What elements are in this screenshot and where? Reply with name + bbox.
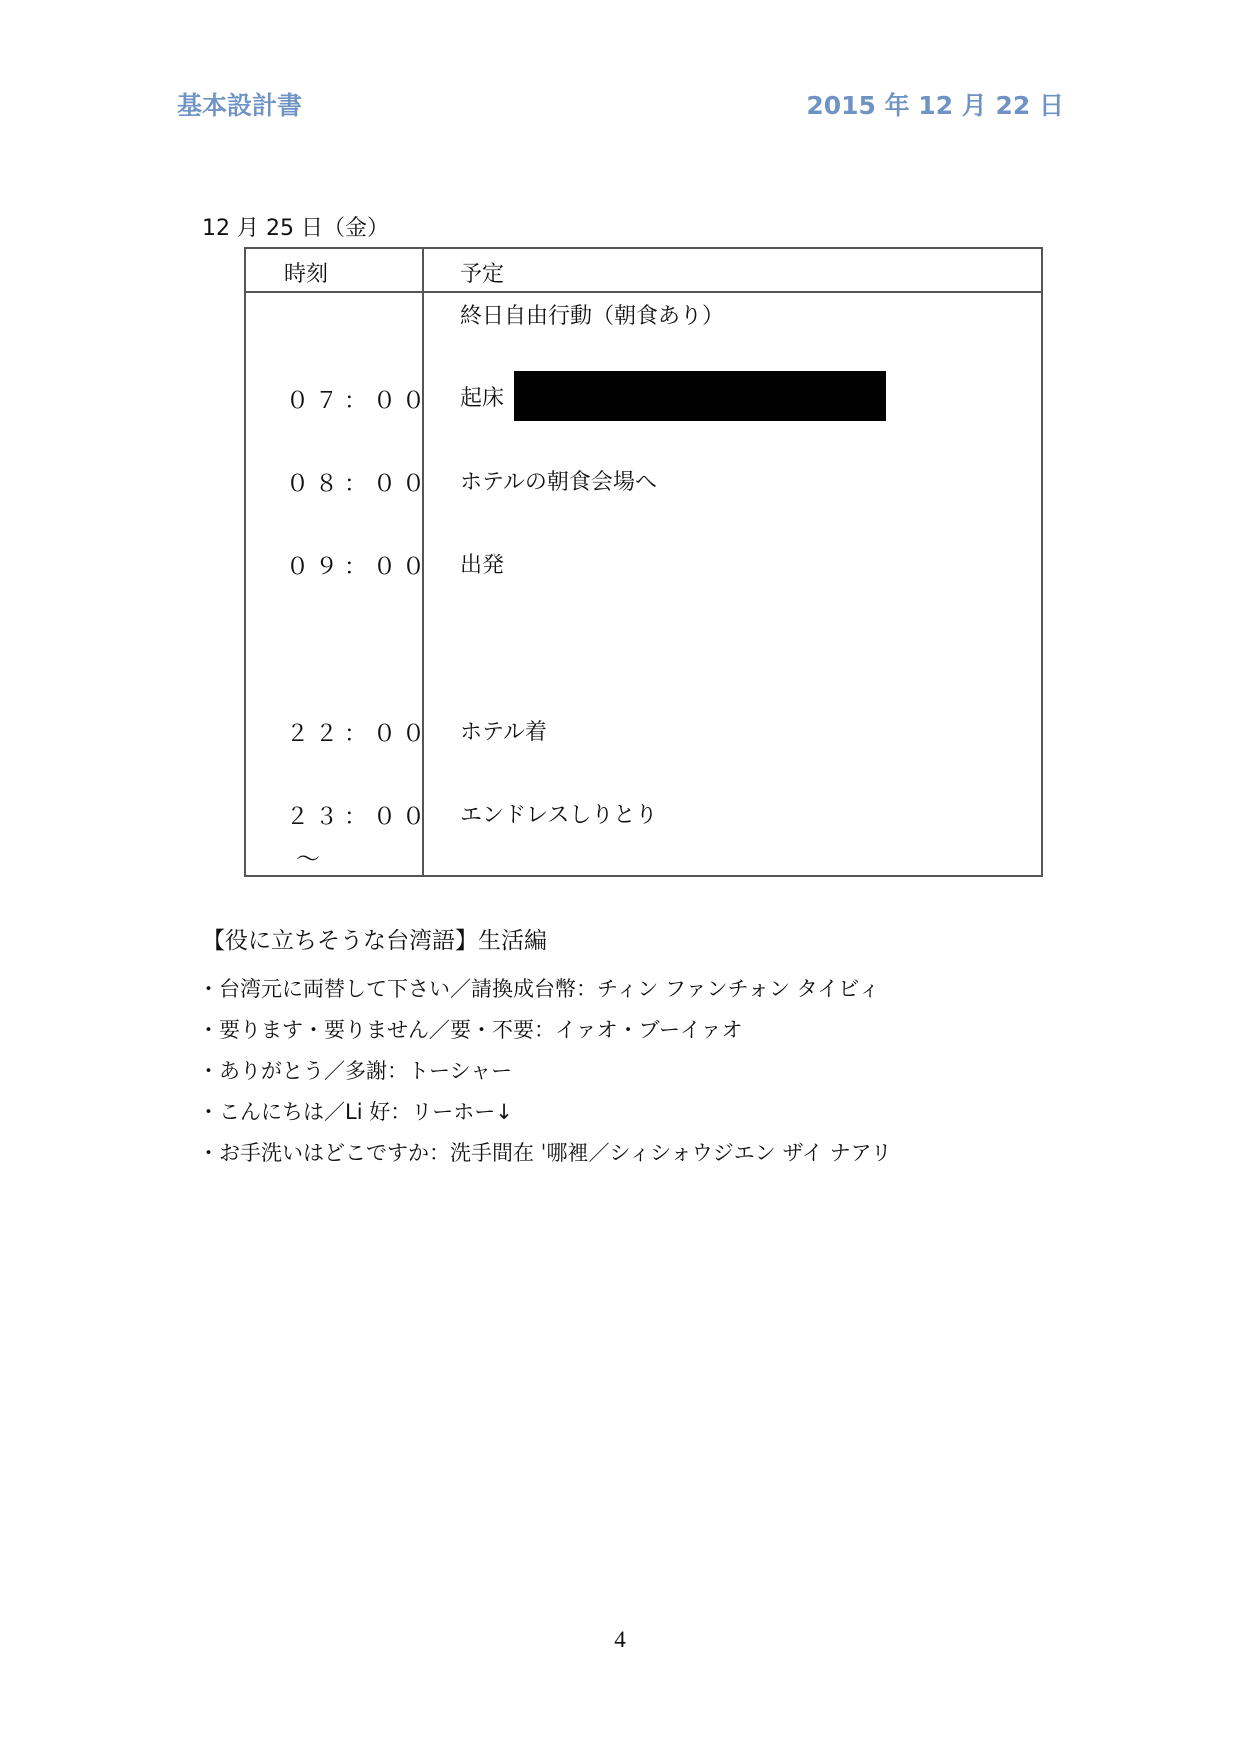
plan-text: ホテルの朝食会場へ xyxy=(460,470,657,495)
document-title: 基本設計書 xyxy=(177,91,303,120)
plan-cell xyxy=(460,798,657,829)
phrase-section-title: 【役に立ちそうな台湾語】生活編 xyxy=(202,928,547,954)
time-cell: ２３：００ xyxy=(286,804,431,830)
header-divider xyxy=(246,291,1041,293)
time-cell: ０８：００ xyxy=(286,471,431,497)
column-header-time: 時刻 xyxy=(284,262,329,287)
phrase-section xyxy=(198,922,1098,1174)
phrase-item: ・ありがとう／多謝：トーシャー xyxy=(198,1059,513,1083)
plan-cell xyxy=(460,715,547,746)
plan-text: 出発 xyxy=(460,553,505,578)
plan-cell xyxy=(460,465,657,496)
plan-text: ホテル着 xyxy=(460,720,547,745)
phrase-item: ・要ります・要りません／要・不要：イァオ・ブーイァオ xyxy=(198,1018,743,1042)
plan-cell xyxy=(460,371,886,421)
schedule-table xyxy=(244,247,1043,877)
document-date: 2015 年 12 月 22 日 xyxy=(806,91,1064,120)
time-cell: ２２：００ xyxy=(286,721,431,747)
phrase-item: ・台湾元に両替して下さい／請換成台幣：チィン ファンチォン タイビィ xyxy=(198,977,880,1001)
continuation-mark: ～ xyxy=(296,845,320,873)
redaction-bar xyxy=(514,371,886,421)
plan-cell xyxy=(460,299,724,330)
plan-text: 起床 xyxy=(460,385,505,411)
column-header-plan: 予定 xyxy=(460,262,505,287)
time-cell: ０９：００ xyxy=(286,554,431,580)
plan-cell xyxy=(460,548,504,579)
day-heading: 12 月 25 日（金） xyxy=(202,216,389,241)
phrase-item: ・こんにちは／Li 好：リーホー↓ xyxy=(198,1100,513,1124)
plan-text: 終日自由行動（朝食あり） xyxy=(460,304,725,329)
plan-text: エンドレスしりとり xyxy=(460,803,658,828)
time-cell: ０７：００ xyxy=(286,388,431,414)
page-number: 4 xyxy=(614,1627,626,1652)
phrase-item: ・お手洗いはどこですか：洗手間在 ˈ哪裡／シィシォウジエン ザイ ナアリ xyxy=(198,1141,892,1165)
